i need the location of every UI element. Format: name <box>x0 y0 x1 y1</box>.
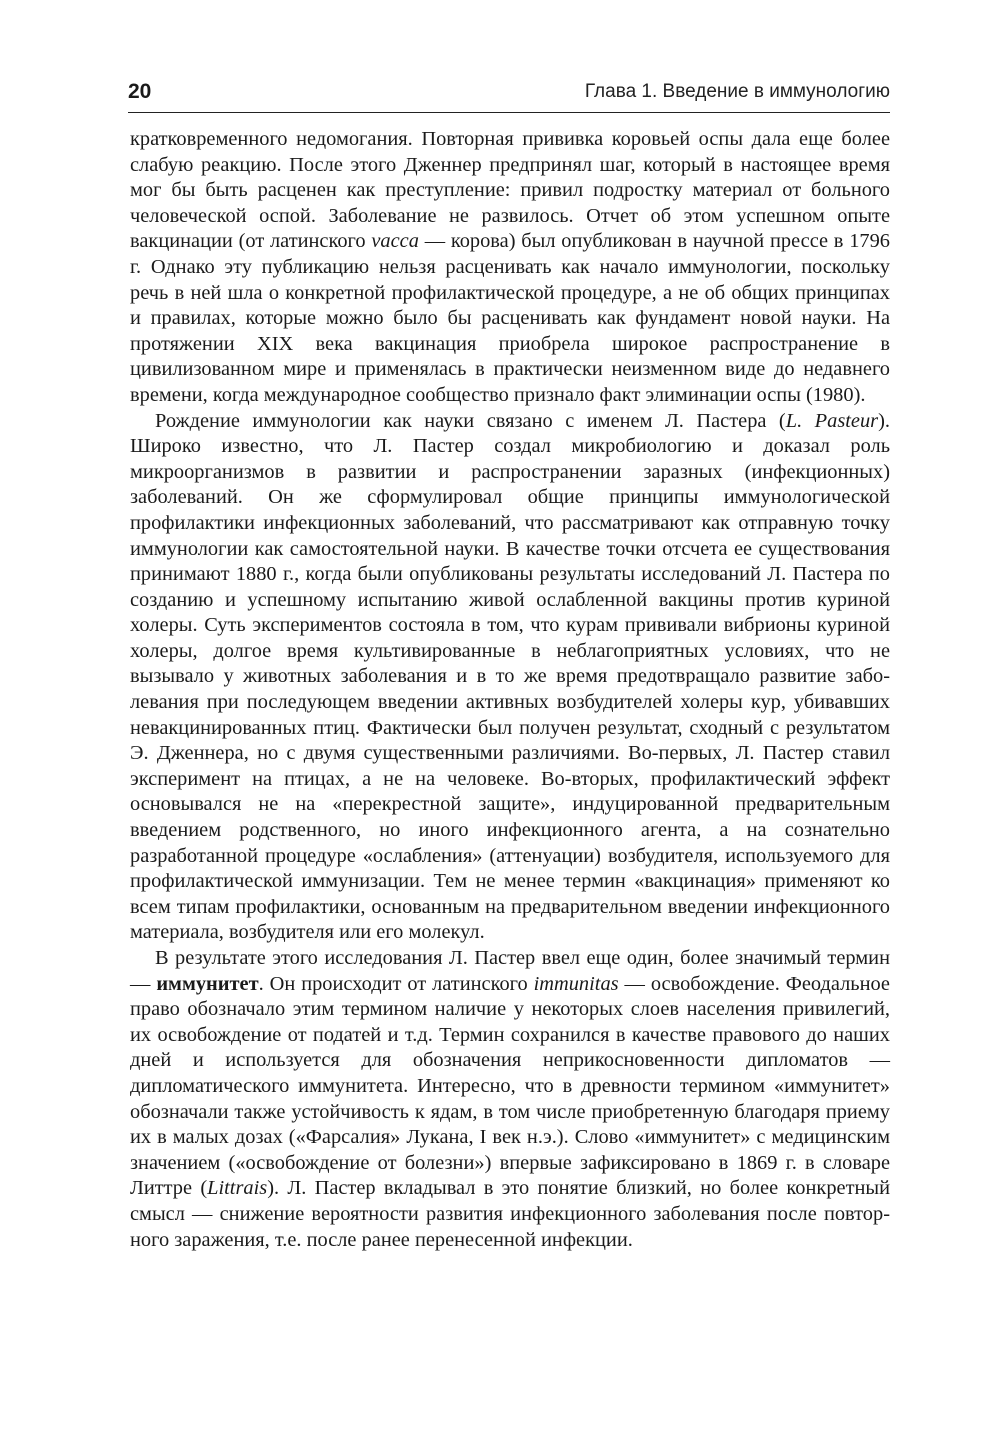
paragraph-3 <box>130 946 890 1253</box>
paragraph-2-text-cont: ). Широко известно, что Л. Пастер создал микробиологию и доказал роль микроорганизмов в развитии и распространении заразных (инфекционных) заболеваний. Он же сформулировал общие принципы иммунологической профилактики инфекционных заболеваний, что рассматривают как отправную точку иммунологии как самостоятельной науки. В качестве точки отсчета ее существования принимают 1880 г., когда были опубликованы результаты исследований Л. Пастера по созданию и успешному испытанию живой ослабленной вакцины против куриной холеры. Суть экспериментов состояла в том, что курам прививали вибрионы куриной холеры, долгое время культивированные в неблагоприятных условиях, что не вызывало у животных заболевания и в то же время предотвращало развитие заболевания при последующем введении активных возбудителей холеры кур, убивавших невакцинированных птиц. Фактически был получен результат, сходный с результатом Э. Дженнера, но с двумя существенными различиями. Во-первых, Л. Пастер ставил эксперимент на птицах, а не на человеке. Во-вторых, профилактический эффект основывался не на «перекрестной защите», индуцированной предварительным введением родственного, но иного инфекционного агента, а на сознательно разработанной процедуре «ослабления» (аттенуации) возбудителя, используемого для профилактической иммунизации. Тем не менее термин «вакцинация» применяют ко всем типам профилактики, основанным на предварительном введении инфекционного материала, возбудителя или его молекул. <box>130 409 890 944</box>
paragraph-1 <box>130 127 890 409</box>
paragraph-3-text: В результате этого исследования Л. Пастер ввел еще один, более значимый термин — <box>130 947 890 995</box>
paragraph-1-text-cont: — корова) был опубликован в научной прессе в 1796 г. Однако эту публикацию нельзя расценивать как начало иммунологии, поскольку речь в ней шла о конкретной профилактической процедуре, а не об общих принципах и правилах, которые можно было бы расценивать как фундамент новой науки. На протяжении XIX века вакцинация приобрела широкое распространение в цивилизованном мире и применялась в практически неизменном виде до недавнего времени, когда международное сообщество признало факт элиминации оспы (1980). <box>130 230 890 406</box>
paragraph-2-text: Рождение иммунологии как науки связано с именем Л. Пастера ( <box>155 409 786 432</box>
paragraph-3-text-cont-2: — освобождение. Феодальное право обозначало этим термином наличие у некоторых слоев населения привилегий, их освобождение от податей и т.д. Термин сохранился в качестве правового до наших дней и используется для обозначения неприкосновенности дипломатов — дипломатического иммунитета. Интересно, что в древности термином «иммунитет» обозначали также устойчивость к ядам, в том числе приобретенную благодаря приему их в малых дозах («Фарсалия» Лукана, I век н.э.). Слово «иммунитет» с медицинским значением («освобождение от болезни») впервые зафиксировано в 1869 г. в словаре Литтре ( <box>130 972 890 1200</box>
latin-name-pasteur: L. Pasteur <box>785 409 879 432</box>
paragraph-2 <box>130 409 890 946</box>
bold-term-immunity: иммунитет <box>156 972 259 995</box>
paragraph-3-text-cont-3: ). Л. Пастер вкладывал в это понятие близкий, но более конкретный смысл — снижение вероятности развития инфекционного заболевания после повторного заражения, т.е. после ранее перенесенной инфекции. <box>130 1177 891 1251</box>
latin-term-immunitas: immunitas <box>533 972 619 995</box>
page-number: 20 <box>128 80 152 103</box>
paragraph-3-text-cont-1: . Он происходит от латинского <box>258 972 534 995</box>
body-text <box>130 127 890 1253</box>
page-header <box>128 78 890 110</box>
paragraph-1-text: кратковременного недомогания. Повторная прививка коровьей оспы дала еще более слабую реакцию. После этого Дженнер предпринял шаг, который в настоящее время мог бы быть расценен как преступление: привил подростку материал от больного человеческой оспой. Заболевание не развилось. Отчет об этом успешном опыте вакцинации (от латинского <box>130 128 890 253</box>
latin-name-littrais: Littrais <box>207 1177 268 1200</box>
header-rule <box>128 112 890 113</box>
running-head-chapter-title: Глава 1. Введение в иммунологию <box>584 81 890 102</box>
latin-term-vacca: vacca <box>371 230 419 253</box>
